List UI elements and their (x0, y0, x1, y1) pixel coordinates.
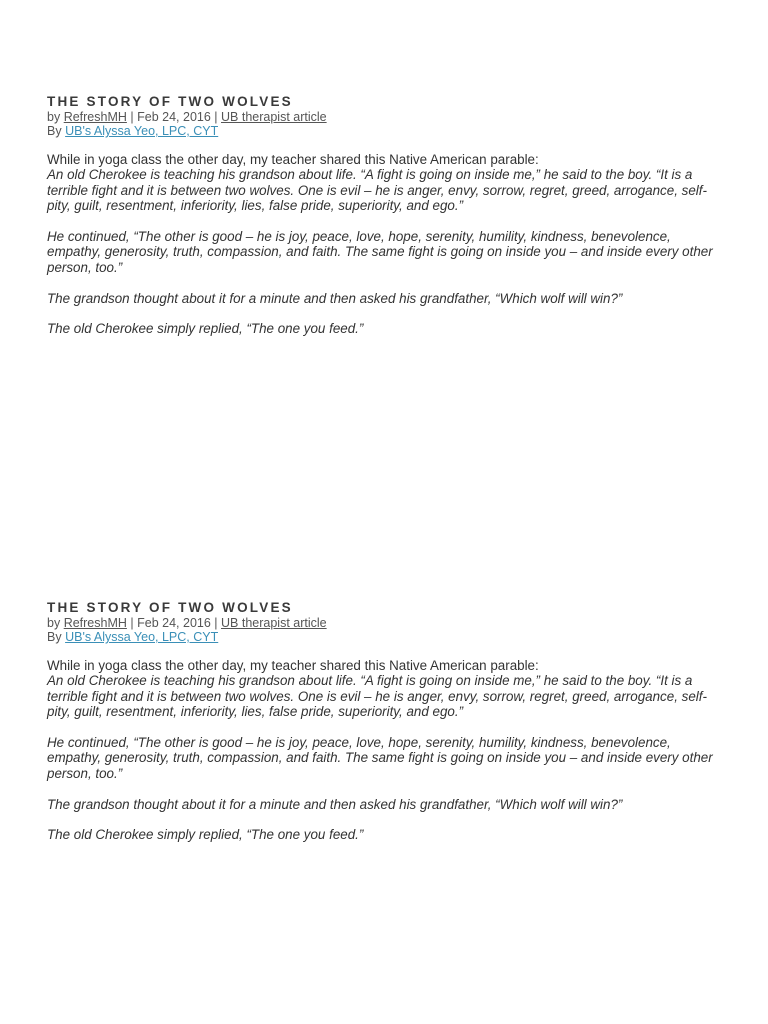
story-paragraph-1: An old Cherokee is teaching his grandson about life. “A fight is going on inside me,” he said to the boy. “It is a terrible fight and it is between two wolves. One is evil – he is anger, envy, sorrow, regret, greed, arrogance, self-pity, guilt, resentment, inferiority, lies, false pride, superiority, and ego.” (47, 673, 707, 720)
category-link[interactable]: UB therapist article (221, 110, 327, 124)
article-1 (47, 94, 727, 337)
post-meta (47, 616, 727, 630)
article-title: THE STORY OF TWO WOLVES (47, 94, 293, 109)
post-meta (47, 110, 727, 124)
author-link[interactable]: RefreshMH (63, 616, 127, 630)
byline-author-link[interactable]: UB's Alyssa Yeo, LPC, CYT (65, 630, 219, 644)
intro-paragraph: While in yoga class the other day, my teacher shared this Native American parable: (47, 152, 539, 167)
by-prefix: by (47, 616, 61, 630)
meta-separator: | (214, 110, 218, 124)
meta-separator: | (130, 616, 134, 630)
article-body (47, 658, 727, 843)
byline (47, 124, 727, 138)
byline (47, 630, 727, 644)
byline-author-link[interactable]: UB's Alyssa Yeo, LPC, CYT (65, 124, 219, 138)
story-paragraph-3: The grandson thought about it for a minute and then asked his grandfather, “Which wolf will win?” (47, 796, 623, 812)
intro-paragraph: While in yoga class the other day, my teacher shared this Native American parable: (47, 658, 539, 673)
author-link[interactable]: RefreshMH (63, 110, 127, 124)
story-paragraph-2: He continued, “The other is good – he is joy, peace, love, hope, serenity, humility, kindness, benevolence, empathy, generosity, truth, compassion, and faith. The same fight is going on inside you – and inside every other person, too.” (47, 735, 713, 781)
story-paragraph-2: He continued, “The other is good – he is joy, peace, love, hope, serenity, humility, kindness, benevolence, empathy, generosity, truth, compassion, and faith. The same fight is going on inside you – and inside every other person, too.” (47, 229, 713, 275)
post-date: Feb 24, 2016 (137, 616, 211, 630)
story-paragraph-4: The old Cherokee simply replied, “The one you feed.” (47, 321, 364, 337)
by-prefix: by (47, 110, 61, 124)
byline-prefix: By (47, 124, 62, 138)
category-link[interactable]: UB therapist article (221, 616, 327, 630)
story-paragraph-1: An old Cherokee is teaching his grandson about life. “A fight is going on inside me,” he said to the boy. “It is a terrible fight and it is between two wolves. One is evil – he is anger, envy, sorrow, regret, greed, arrogance, self-pity, guilt, resentment, inferiority, lies, false pride, superiority, and ego.” (47, 167, 707, 214)
post-date: Feb 24, 2016 (137, 110, 211, 124)
article-2 (47, 600, 727, 843)
byline-prefix: By (47, 630, 62, 644)
meta-separator: | (130, 110, 134, 124)
story-paragraph-4: The old Cherokee simply replied, “The one you feed.” (47, 827, 364, 843)
story-paragraph-3: The grandson thought about it for a minute and then asked his grandfather, “Which wolf will win?” (47, 290, 623, 306)
meta-separator: | (214, 616, 218, 630)
article-title: THE STORY OF TWO WOLVES (47, 600, 293, 615)
article-body (47, 152, 727, 337)
